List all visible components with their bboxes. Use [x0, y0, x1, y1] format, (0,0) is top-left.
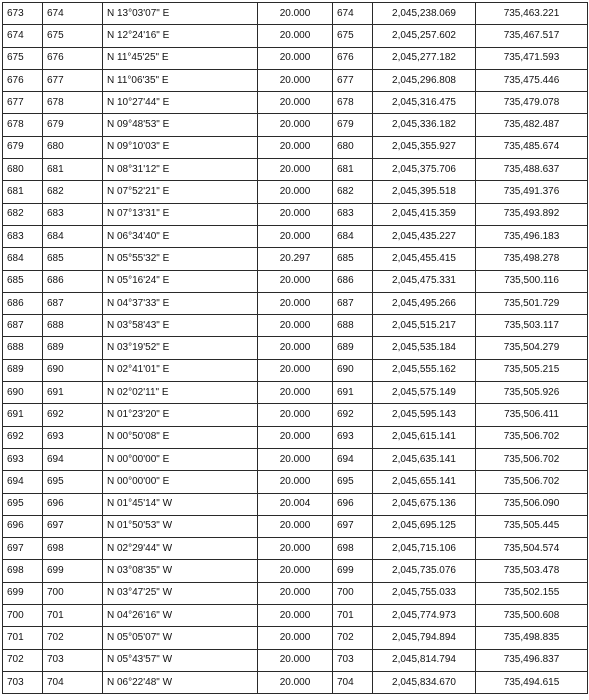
cell-station: 693 [333, 426, 373, 448]
cell-bearing: N 01°45'14" W [103, 493, 258, 515]
cell-north-coordinate: 2,045,495.266 [373, 292, 476, 314]
cell-distance: 20.000 [258, 47, 333, 69]
cell-station: 704 [333, 671, 373, 693]
cell-east-coordinate: 735,471.593 [476, 47, 588, 69]
cell-north-coordinate: 2,045,755.033 [373, 582, 476, 604]
cell-to-point: 693 [43, 426, 103, 448]
cell-to-point: 684 [43, 225, 103, 247]
cell-from-point: 703 [3, 671, 43, 693]
cell-station: 684 [333, 225, 373, 247]
cell-to-point: 704 [43, 671, 103, 693]
cell-to-point: 702 [43, 627, 103, 649]
cell-north-coordinate: 2,045,715.106 [373, 538, 476, 560]
cell-north-coordinate: 2,045,395.518 [373, 181, 476, 203]
cell-distance: 20.000 [258, 448, 333, 470]
cell-north-coordinate: 2,045,575.149 [373, 382, 476, 404]
cell-distance: 20.000 [258, 515, 333, 537]
cell-distance: 20.000 [258, 560, 333, 582]
cell-bearing: N 07°52'21" E [103, 181, 258, 203]
table-row [3, 3, 588, 25]
cell-north-coordinate: 2,045,435.227 [373, 225, 476, 247]
cell-north-coordinate: 2,045,455.415 [373, 248, 476, 270]
cell-east-coordinate: 735,504.279 [476, 337, 588, 359]
cell-distance: 20.000 [258, 382, 333, 404]
cell-to-point: 683 [43, 203, 103, 225]
cell-bearing: N 06°34'40" E [103, 225, 258, 247]
cell-distance: 20.000 [258, 159, 333, 181]
cell-east-coordinate: 735,505.215 [476, 359, 588, 381]
cell-east-coordinate: 735,475.446 [476, 69, 588, 91]
cell-from-point: 697 [3, 538, 43, 560]
table-row [3, 426, 588, 448]
table-row [3, 671, 588, 693]
cell-station: 694 [333, 448, 373, 470]
cell-station: 674 [333, 3, 373, 25]
cell-from-point: 676 [3, 69, 43, 91]
cell-north-coordinate: 2,045,238.069 [373, 3, 476, 25]
table-row [3, 538, 588, 560]
coordinate-table [2, 2, 588, 694]
cell-to-point: 679 [43, 114, 103, 136]
cell-bearing: N 03°19'52" E [103, 337, 258, 359]
cell-from-point: 685 [3, 270, 43, 292]
table-row [3, 292, 588, 314]
cell-bearing: N 11°06'35" E [103, 69, 258, 91]
cell-north-coordinate: 2,045,336.182 [373, 114, 476, 136]
cell-from-point: 696 [3, 515, 43, 537]
cell-distance: 20.000 [258, 114, 333, 136]
cell-to-point: 703 [43, 649, 103, 671]
cell-north-coordinate: 2,045,555.162 [373, 359, 476, 381]
cell-to-point: 680 [43, 136, 103, 158]
cell-north-coordinate: 2,045,257.602 [373, 25, 476, 47]
cell-station: 703 [333, 649, 373, 671]
cell-bearing: N 09°10'03" E [103, 136, 258, 158]
cell-bearing: N 07°13'31" E [103, 203, 258, 225]
cell-from-point: 691 [3, 404, 43, 426]
cell-distance: 20.000 [258, 203, 333, 225]
cell-from-point: 680 [3, 159, 43, 181]
cell-station: 698 [333, 538, 373, 560]
cell-north-coordinate: 2,045,794.894 [373, 627, 476, 649]
cell-bearing: N 03°47'25" W [103, 582, 258, 604]
cell-station: 699 [333, 560, 373, 582]
cell-distance: 20.000 [258, 136, 333, 158]
cell-bearing: N 11°45'25" E [103, 47, 258, 69]
cell-to-point: 687 [43, 292, 103, 314]
cell-station: 686 [333, 270, 373, 292]
cell-bearing: N 05°43'57" W [103, 649, 258, 671]
table-row [3, 159, 588, 181]
table-row [3, 515, 588, 537]
cell-bearing: N 10°27'44" E [103, 92, 258, 114]
cell-bearing: N 01°50'53" W [103, 515, 258, 537]
table-body [3, 3, 588, 694]
cell-station: 683 [333, 203, 373, 225]
table-row [3, 181, 588, 203]
cell-east-coordinate: 735,488.637 [476, 159, 588, 181]
cell-to-point: 682 [43, 181, 103, 203]
cell-east-coordinate: 735,482.487 [476, 114, 588, 136]
cell-east-coordinate: 735,506.702 [476, 471, 588, 493]
table-row [3, 203, 588, 225]
cell-from-point: 686 [3, 292, 43, 314]
cell-east-coordinate: 735,498.278 [476, 248, 588, 270]
cell-distance: 20.000 [258, 270, 333, 292]
cell-from-point: 699 [3, 582, 43, 604]
cell-to-point: 688 [43, 315, 103, 337]
cell-distance: 20.000 [258, 605, 333, 627]
cell-north-coordinate: 2,045,515.217 [373, 315, 476, 337]
cell-bearing: N 05°05'07" W [103, 627, 258, 649]
cell-distance: 20.000 [258, 359, 333, 381]
cell-east-coordinate: 735,505.445 [476, 515, 588, 537]
cell-bearing: N 01°23'20" E [103, 404, 258, 426]
cell-distance: 20.000 [258, 3, 333, 25]
cell-east-coordinate: 735,496.837 [476, 649, 588, 671]
cell-distance: 20.000 [258, 225, 333, 247]
cell-north-coordinate: 2,045,415.359 [373, 203, 476, 225]
cell-to-point: 678 [43, 92, 103, 114]
cell-from-point: 701 [3, 627, 43, 649]
cell-station: 681 [333, 159, 373, 181]
cell-from-point: 694 [3, 471, 43, 493]
cell-distance: 20.000 [258, 25, 333, 47]
cell-bearing: N 02°29'44" W [103, 538, 258, 560]
cell-north-coordinate: 2,045,615.141 [373, 426, 476, 448]
cell-north-coordinate: 2,045,296.808 [373, 69, 476, 91]
cell-distance: 20.000 [258, 69, 333, 91]
table-row [3, 404, 588, 426]
cell-east-coordinate: 735,501.729 [476, 292, 588, 314]
cell-from-point: 681 [3, 181, 43, 203]
cell-from-point: 702 [3, 649, 43, 671]
table-row [3, 493, 588, 515]
cell-from-point: 687 [3, 315, 43, 337]
cell-to-point: 674 [43, 3, 103, 25]
table-row [3, 337, 588, 359]
cell-distance: 20.000 [258, 92, 333, 114]
cell-east-coordinate: 735,493.892 [476, 203, 588, 225]
cell-from-point: 698 [3, 560, 43, 582]
cell-north-coordinate: 2,045,595.143 [373, 404, 476, 426]
cell-north-coordinate: 2,045,316.475 [373, 92, 476, 114]
table-row [3, 25, 588, 47]
cell-station: 678 [333, 92, 373, 114]
cell-east-coordinate: 735,506.090 [476, 493, 588, 515]
cell-bearing: N 12°24'16" E [103, 25, 258, 47]
cell-north-coordinate: 2,045,814.794 [373, 649, 476, 671]
table-row [3, 136, 588, 158]
table-row [3, 448, 588, 470]
cell-distance: 20.000 [258, 337, 333, 359]
cell-station: 675 [333, 25, 373, 47]
cell-to-point: 700 [43, 582, 103, 604]
cell-east-coordinate: 735,500.608 [476, 605, 588, 627]
table-row [3, 560, 588, 582]
cell-from-point: 679 [3, 136, 43, 158]
cell-bearing: N 04°37'33" E [103, 292, 258, 314]
cell-distance: 20.297 [258, 248, 333, 270]
cell-station: 679 [333, 114, 373, 136]
cell-distance: 20.000 [258, 404, 333, 426]
cell-bearing: N 00°00'00" E [103, 448, 258, 470]
cell-to-point: 698 [43, 538, 103, 560]
cell-from-point: 674 [3, 25, 43, 47]
cell-station: 700 [333, 582, 373, 604]
cell-to-point: 692 [43, 404, 103, 426]
cell-distance: 20.000 [258, 538, 333, 560]
cell-bearing: N 00°50'08" E [103, 426, 258, 448]
cell-station: 680 [333, 136, 373, 158]
cell-to-point: 701 [43, 605, 103, 627]
cell-to-point: 695 [43, 471, 103, 493]
cell-east-coordinate: 735,506.411 [476, 404, 588, 426]
cell-to-point: 681 [43, 159, 103, 181]
cell-bearing: N 09°48'53" E [103, 114, 258, 136]
cell-north-coordinate: 2,045,695.125 [373, 515, 476, 537]
table-row [3, 382, 588, 404]
cell-north-coordinate: 2,045,735.076 [373, 560, 476, 582]
cell-north-coordinate: 2,045,475.331 [373, 270, 476, 292]
table-row [3, 649, 588, 671]
cell-north-coordinate: 2,045,375.706 [373, 159, 476, 181]
cell-station: 688 [333, 315, 373, 337]
cell-station: 676 [333, 47, 373, 69]
cell-east-coordinate: 735,494.615 [476, 671, 588, 693]
cell-from-point: 683 [3, 225, 43, 247]
cell-distance: 20.000 [258, 627, 333, 649]
cell-from-point: 700 [3, 605, 43, 627]
cell-north-coordinate: 2,045,355.927 [373, 136, 476, 158]
cell-east-coordinate: 735,502.155 [476, 582, 588, 604]
cell-to-point: 675 [43, 25, 103, 47]
table-row [3, 248, 588, 270]
cell-east-coordinate: 735,503.478 [476, 560, 588, 582]
cell-to-point: 690 [43, 359, 103, 381]
cell-to-point: 689 [43, 337, 103, 359]
cell-station: 697 [333, 515, 373, 537]
table-row [3, 270, 588, 292]
cell-east-coordinate: 735,498.835 [476, 627, 588, 649]
cell-distance: 20.000 [258, 671, 333, 693]
cell-east-coordinate: 735,485.674 [476, 136, 588, 158]
cell-from-point: 693 [3, 448, 43, 470]
cell-station: 702 [333, 627, 373, 649]
cell-station: 689 [333, 337, 373, 359]
cell-east-coordinate: 735,506.702 [476, 426, 588, 448]
cell-from-point: 684 [3, 248, 43, 270]
cell-east-coordinate: 735,467.517 [476, 25, 588, 47]
cell-north-coordinate: 2,045,635.141 [373, 448, 476, 470]
cell-from-point: 673 [3, 3, 43, 25]
cell-from-point: 688 [3, 337, 43, 359]
cell-north-coordinate: 2,045,277.182 [373, 47, 476, 69]
cell-north-coordinate: 2,045,655.141 [373, 471, 476, 493]
cell-bearing: N 02°02'11" E [103, 382, 258, 404]
cell-bearing: N 03°58'43" E [103, 315, 258, 337]
cell-distance: 20.000 [258, 649, 333, 671]
cell-east-coordinate: 735,463.221 [476, 3, 588, 25]
cell-station: 682 [333, 181, 373, 203]
cell-distance: 20.000 [258, 315, 333, 337]
cell-north-coordinate: 2,045,774.973 [373, 605, 476, 627]
cell-station: 701 [333, 605, 373, 627]
cell-distance: 20.000 [258, 471, 333, 493]
cell-distance: 20.000 [258, 181, 333, 203]
cell-bearing: N 05°55'32" E [103, 248, 258, 270]
cell-distance: 20.000 [258, 582, 333, 604]
cell-bearing: N 06°22'48" W [103, 671, 258, 693]
cell-station: 677 [333, 69, 373, 91]
table-row [3, 114, 588, 136]
cell-east-coordinate: 735,505.926 [476, 382, 588, 404]
cell-to-point: 686 [43, 270, 103, 292]
cell-east-coordinate: 735,504.574 [476, 538, 588, 560]
cell-bearing: N 02°41'01" E [103, 359, 258, 381]
cell-east-coordinate: 735,500.116 [476, 270, 588, 292]
cell-east-coordinate: 735,506.702 [476, 448, 588, 470]
cell-distance: 20.004 [258, 493, 333, 515]
cell-to-point: 697 [43, 515, 103, 537]
cell-from-point: 675 [3, 47, 43, 69]
cell-from-point: 689 [3, 359, 43, 381]
cell-to-point: 676 [43, 47, 103, 69]
cell-to-point: 685 [43, 248, 103, 270]
cell-bearing: N 13°03'07" E [103, 3, 258, 25]
cell-bearing: N 08°31'12" E [103, 159, 258, 181]
cell-from-point: 682 [3, 203, 43, 225]
table-row [3, 69, 588, 91]
table-row [3, 605, 588, 627]
cell-east-coordinate: 735,479.078 [476, 92, 588, 114]
cell-to-point: 696 [43, 493, 103, 515]
cell-east-coordinate: 735,503.117 [476, 315, 588, 337]
cell-bearing: N 05°16'24" E [103, 270, 258, 292]
table-row [3, 359, 588, 381]
cell-bearing: N 00°00'00" E [103, 471, 258, 493]
cell-to-point: 691 [43, 382, 103, 404]
cell-north-coordinate: 2,045,535.184 [373, 337, 476, 359]
table-row [3, 582, 588, 604]
cell-from-point: 695 [3, 493, 43, 515]
cell-station: 695 [333, 471, 373, 493]
cell-from-point: 692 [3, 426, 43, 448]
cell-north-coordinate: 2,045,675.136 [373, 493, 476, 515]
cell-station: 690 [333, 359, 373, 381]
cell-station: 692 [333, 404, 373, 426]
cell-bearing: N 03°08'35" W [103, 560, 258, 582]
cell-to-point: 699 [43, 560, 103, 582]
cell-station: 687 [333, 292, 373, 314]
cell-bearing: N 04°26'16" W [103, 605, 258, 627]
table-row [3, 315, 588, 337]
cell-to-point: 677 [43, 69, 103, 91]
table-row [3, 92, 588, 114]
cell-from-point: 690 [3, 382, 43, 404]
cell-east-coordinate: 735,491.376 [476, 181, 588, 203]
table-row [3, 47, 588, 69]
table-row [3, 225, 588, 247]
table-row [3, 627, 588, 649]
cell-distance: 20.000 [258, 426, 333, 448]
cell-station: 691 [333, 382, 373, 404]
cell-east-coordinate: 735,496.183 [476, 225, 588, 247]
cell-from-point: 678 [3, 114, 43, 136]
cell-distance: 20.000 [258, 292, 333, 314]
cell-to-point: 694 [43, 448, 103, 470]
cell-station: 696 [333, 493, 373, 515]
table-row [3, 471, 588, 493]
cell-station: 685 [333, 248, 373, 270]
cell-north-coordinate: 2,045,834.670 [373, 671, 476, 693]
cell-from-point: 677 [3, 92, 43, 114]
